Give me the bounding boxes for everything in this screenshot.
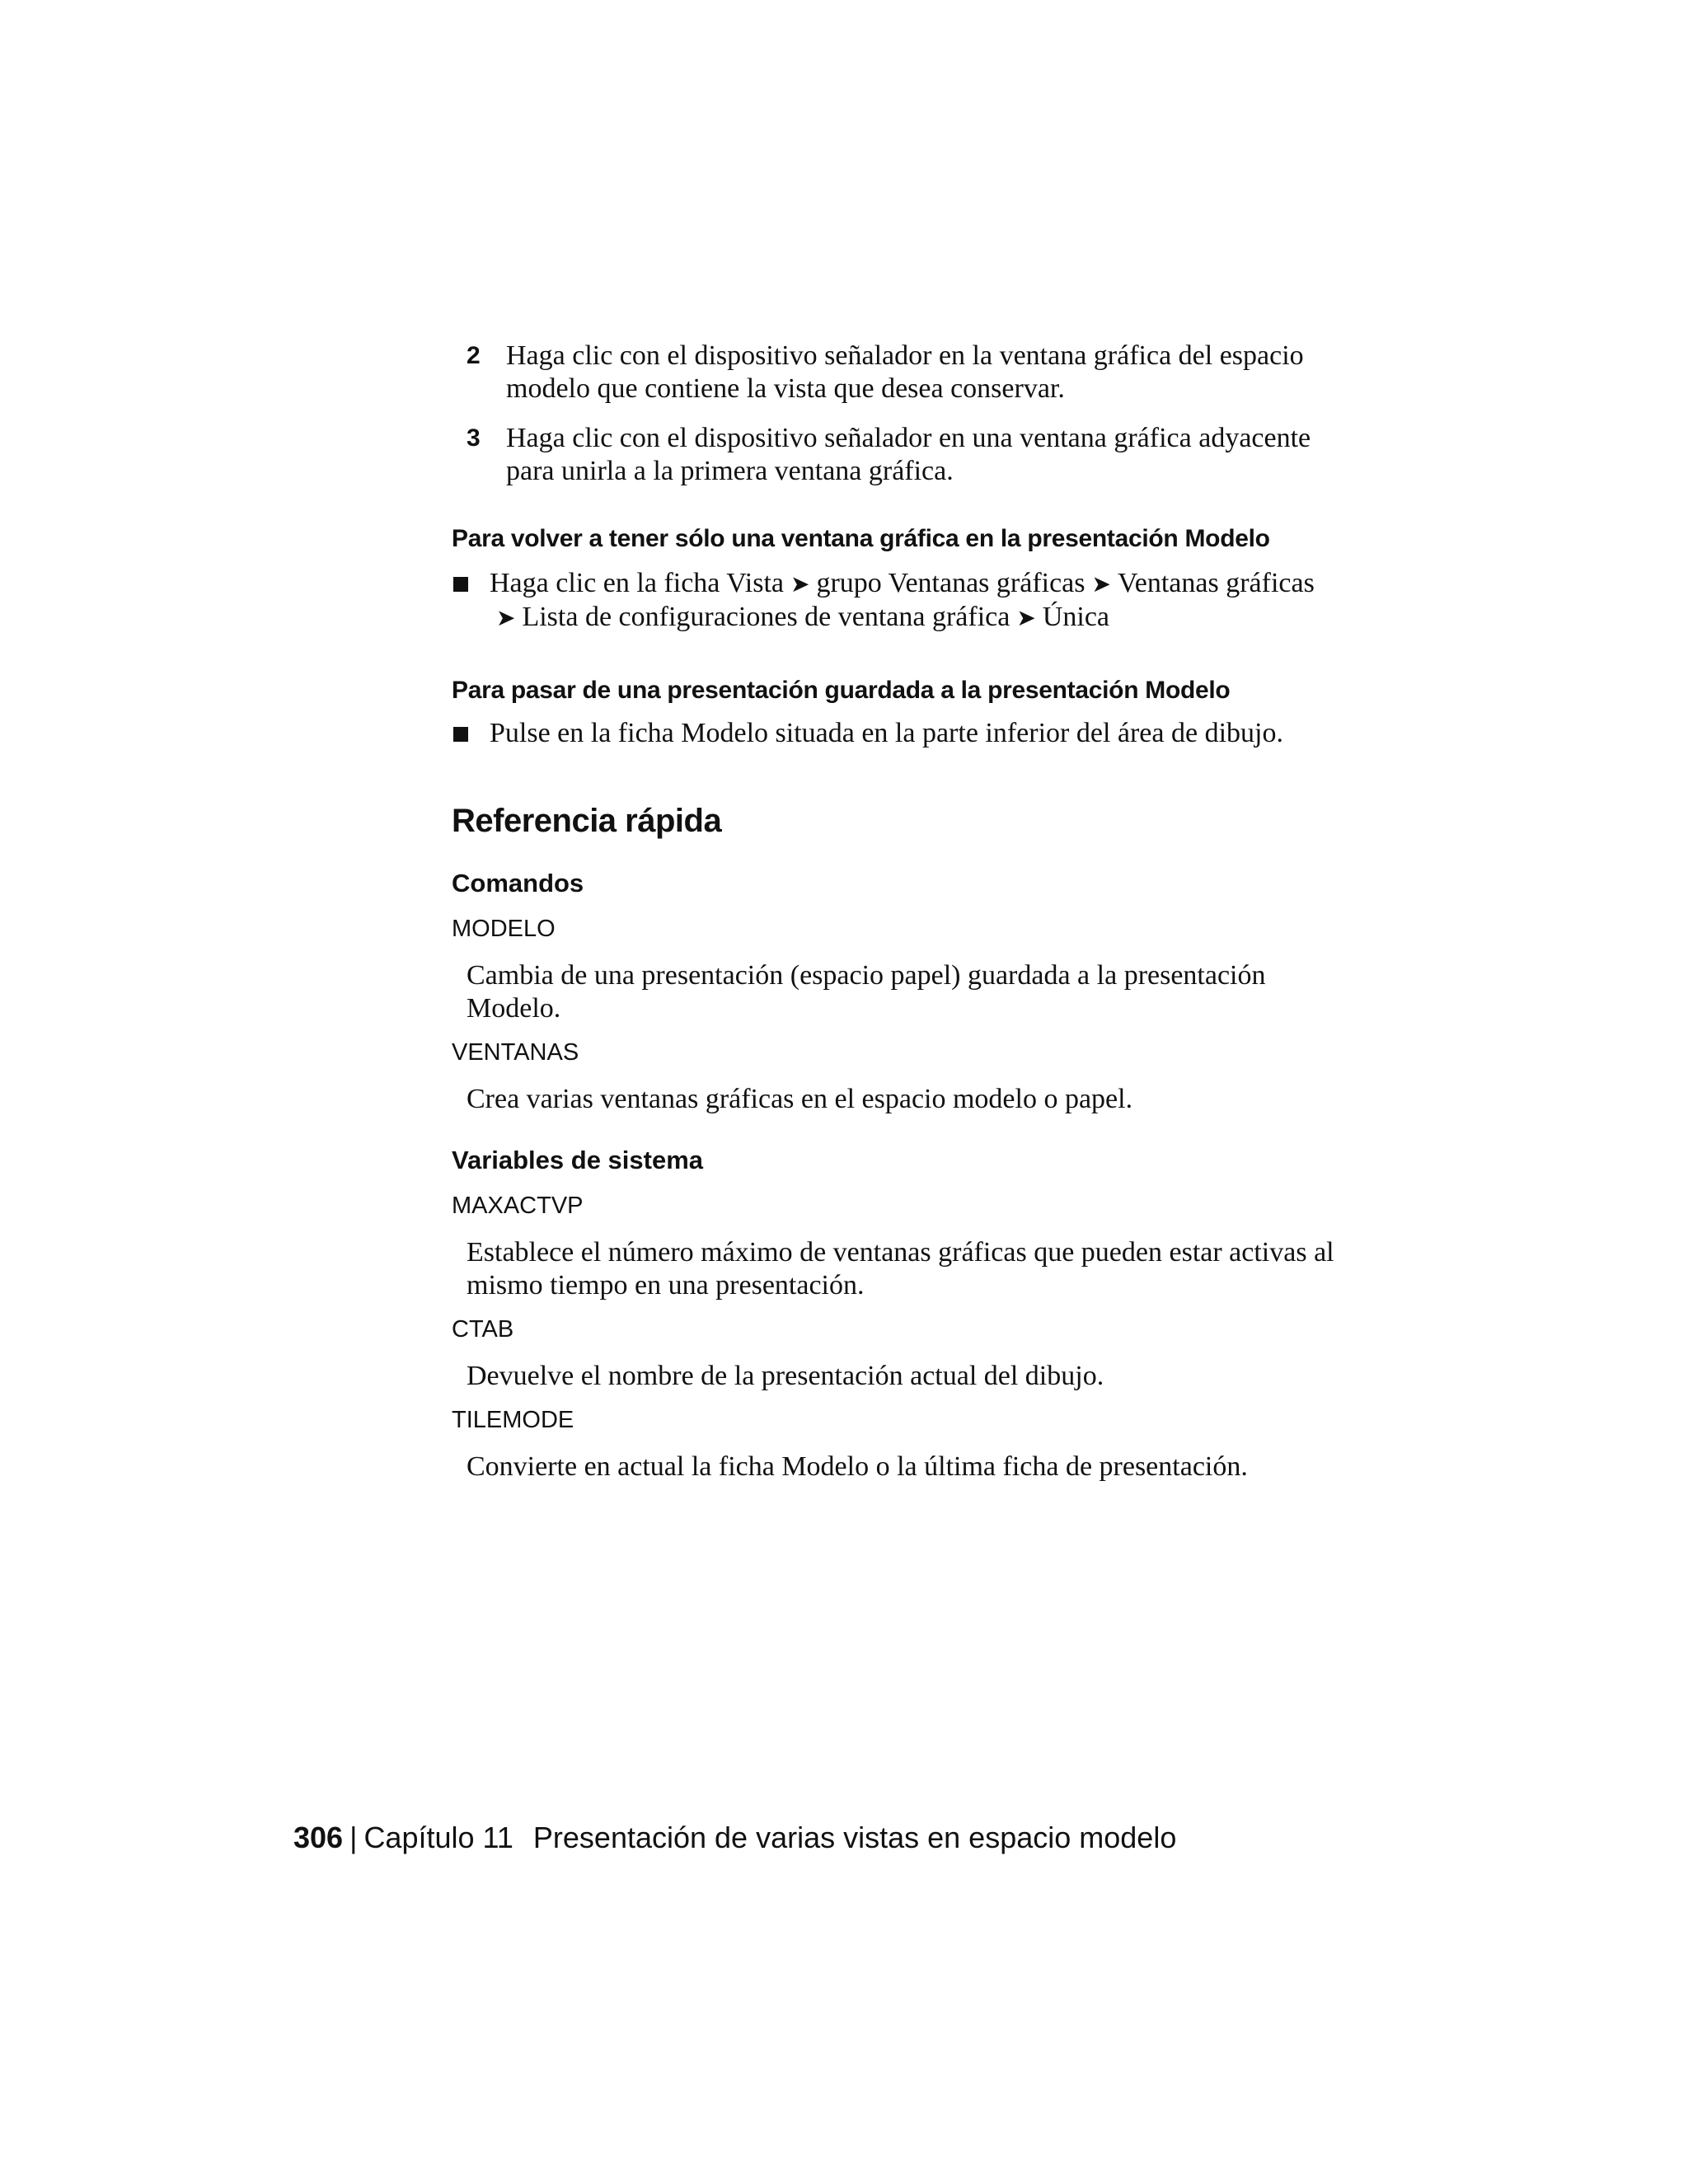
procedure-heading: Para volver a tener sólo una ventana gráfica en la presentación Modelo <box>452 525 1270 552</box>
reference-description: Devuelve el nombre de la presentación actual del dibujo. <box>467 1361 1104 1391</box>
procedure-heading: Para pasar de una presentación guardada a la presentación Modelo <box>452 677 1231 704</box>
page-number: 306 <box>293 1821 344 1854</box>
reference-description: Crea varias ventanas gráficas en el espacio modelo o papel. <box>467 1084 1133 1114</box>
right-arrowhead-icon: ➤ <box>1016 604 1036 631</box>
reference-term: MAXACTVP <box>452 1193 584 1219</box>
step-text: Haga clic con el dispositivo señalador en una ventana gráfica adyacente para unirla a la primera ventana gráfica. <box>506 423 1311 486</box>
bullet-text-part: grupo Ventanas gráficas <box>816 568 1085 598</box>
commands-title: Comandos <box>452 869 584 898</box>
bullet-text-part: Ventanas gráficas <box>1117 568 1315 598</box>
bullet-text-part: Haga clic en la ficha Vista <box>490 568 784 598</box>
reference-term: VENTANAS <box>452 1039 579 1066</box>
page-content <box>452 340 1342 1495</box>
chapter-title: Presentación de varias vistas en espacio modelo <box>532 1821 1177 1854</box>
bullet-text: Pulse en la ficha Modelo situada en la parte inferior del área de dibujo. <box>490 718 1283 748</box>
right-arrowhead-icon: ➤ <box>1091 570 1111 598</box>
step-number: 3 <box>467 424 481 452</box>
reference-term: CTAB <box>452 1316 514 1343</box>
right-arrowhead-icon: ➤ <box>496 604 516 631</box>
step-number: 2 <box>467 342 481 369</box>
reference-description: Cambia de una presentación (espacio papel) guardada a la presentación Modelo. <box>467 960 1266 1024</box>
section-title: Referencia rápida <box>452 803 722 839</box>
reference-term: MODELO <box>452 916 556 942</box>
step-item <box>452 422 1342 488</box>
reference-description: Establece el número máximo de ventanas gráficas que pueden estar activas al mismo tiempo en una presentación. <box>467 1237 1334 1301</box>
step-item <box>452 340 1342 405</box>
bullet-item <box>452 717 1342 750</box>
page-footer <box>293 1820 1176 1856</box>
right-arrowhead-icon: ➤ <box>790 570 810 598</box>
reference-term: TILEMODE <box>452 1407 574 1433</box>
square-bullet-icon <box>453 727 468 742</box>
bullet-text-part: Única <box>1042 602 1110 632</box>
chapter-label: Capítulo 11 <box>363 1821 513 1854</box>
footer-separator: | <box>349 1821 358 1854</box>
step-text: Haga clic con el dispositivo señalador en la ventana gráfica del espacio modelo que contiene la vista que desea conservar. <box>506 340 1304 404</box>
square-bullet-icon <box>453 577 468 592</box>
reference-description: Convierte en actual la ficha Modelo o la última ficha de presentación. <box>467 1451 1248 1482</box>
system-variables-title: Variables de sistema <box>452 1146 704 1174</box>
bullet-text-part: Lista de configuraciones de ventana gráfica <box>522 602 1010 632</box>
bullet-item <box>452 567 1342 635</box>
